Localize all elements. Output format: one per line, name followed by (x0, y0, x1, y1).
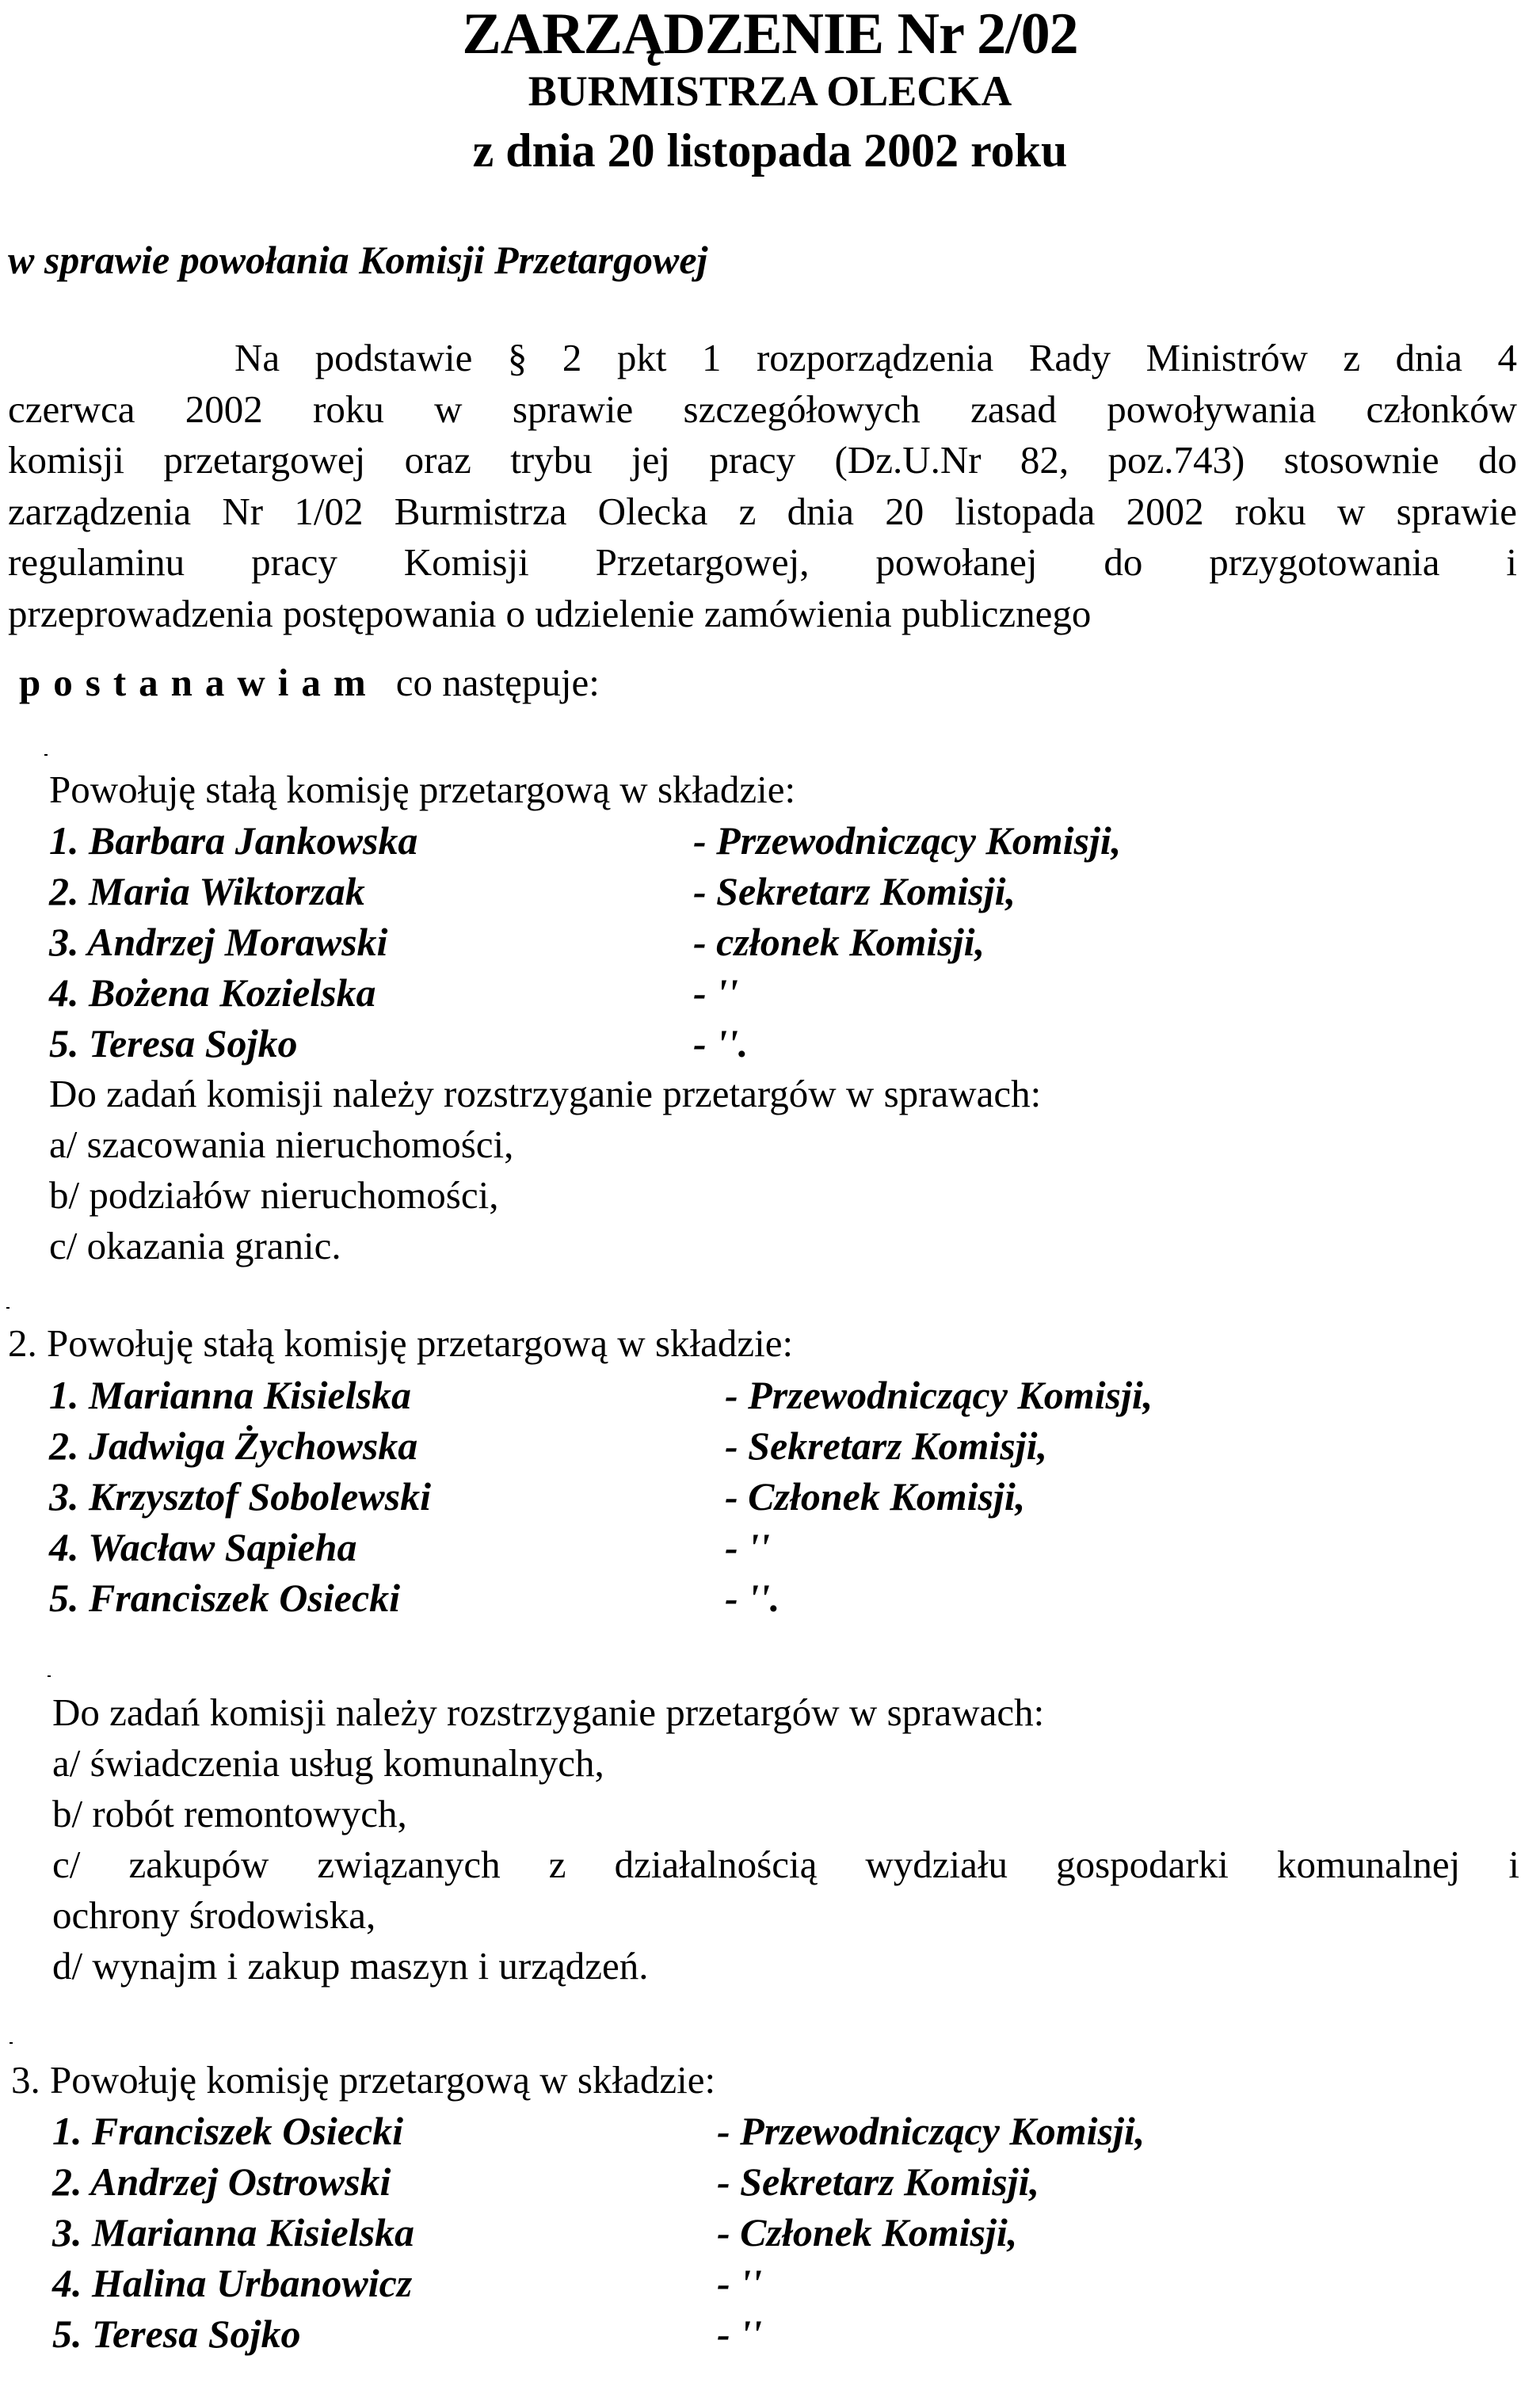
member-name: 5. Teresa Sojko (49, 1021, 298, 1065)
member-name: 4. Halina Urbanowicz (52, 2261, 413, 2305)
member-role: - członek Komisji, (693, 920, 985, 964)
preamble-line: Na podstawie § 2 pkt 1 rozporządzenia Rady Ministrów z dnia 4 (234, 336, 1517, 379)
member-role: - '' (717, 2261, 762, 2305)
member-name: 3. Andrzej Morawski (49, 920, 388, 964)
issuing-authority: BURMISTRZA OLECKA (528, 67, 1012, 115)
member-role: - Sekretarz Komisji, (725, 1424, 1047, 1468)
member-role: - ''. (693, 1021, 749, 1065)
task-item: d/ wynajm i zakup maszyn i urządzeń. (52, 1944, 649, 1988)
member-role: - Przewodniczący Komisji, (717, 2109, 1145, 2153)
preamble (8, 333, 1517, 639)
member-name: 2. Maria Wiktorzak (49, 869, 365, 913)
document-date: z dnia 20 listopada 2002 roku (472, 124, 1068, 177)
member-name: 3. Marianna Kisielska (52, 2210, 415, 2255)
member-name: 4. Bożena Kozielska (49, 970, 376, 1015)
decree-word: postanawiam (19, 661, 379, 704)
task-item: b/ podziałów nieruchomości, (49, 1173, 499, 1217)
decree-line (19, 657, 600, 708)
member-name: 5. Teresa Sojko (52, 2312, 301, 2356)
preamble-line: regulaminu pracy Komisji Przetargowej, powołanej do przygotowania i (8, 540, 1517, 584)
preamble-line: komisji przetargowej oraz trybu jej pracy (Dz.U.Nr 82, poz.743) stosownie do (8, 438, 1517, 482)
member-role: - '' (693, 970, 738, 1015)
member-name: 5. Franciszek Osiecki (49, 1576, 401, 1620)
tasks-intro: Do zadań komisji należy rozstrzyganie przetargów w sprawach: (52, 1690, 1045, 1734)
preamble-line: zarządzenia Nr 1/02 Burmistrza Olecka z dnia 20 listopada 2002 roku w sprawie (8, 489, 1517, 533)
margin-mark (6, 1307, 10, 1309)
task-item: c/ zakupów związanych z działalnością wydziału gospodarki komunalnej i (52, 1843, 1519, 1886)
member-role: - '' (725, 1525, 770, 1569)
section-2-intro: 2. Powołuję stałą komisję przetargową w składzie: (8, 1321, 794, 1365)
task-item: b/ robót remontowych, (52, 1792, 407, 1835)
task-item-continued: ochrony środowiska, (52, 1893, 376, 1937)
member-role: - Członek Komisji, (717, 2210, 1018, 2255)
member-name: 2. Andrzej Ostrowski (52, 2159, 391, 2204)
section-3-intro: 3. Powołuję komisję przetargową w składzie: (11, 2058, 716, 2102)
member-name: 1. Franciszek Osiecki (52, 2109, 404, 2153)
member-role: - Przewodniczący Komisji, (693, 818, 1122, 863)
member-name: 2. Jadwiga Żychowska (49, 1424, 418, 1468)
member-name: 4. Wacław Sapieha (49, 1525, 357, 1569)
member-role: - Przewodniczący Komisji, (725, 1373, 1153, 1417)
member-name: 1. Marianna Kisielska (49, 1373, 412, 1417)
member-role: - '' (717, 2312, 762, 2356)
member-name: 3. Krzysztof Sobolewski (49, 1474, 432, 1519)
margin-mark (44, 754, 48, 756)
margin-mark (48, 1675, 51, 1677)
member-role: - Sekretarz Komisji, (693, 869, 1016, 913)
member-name: 1. Barbara Jankowska (49, 818, 418, 863)
task-item: a/ świadczenia usług komunalnych, (52, 1741, 604, 1785)
preamble-line: przeprowadzenia postępowania o udzielenie zamówienia publicznego (8, 591, 1092, 635)
task-item: c/ okazania granic. (49, 1224, 341, 1267)
section-1-intro: Powołuję stałą komisję przetargową w składzie: (49, 768, 796, 811)
tasks-intro: Do zadań komisji należy rozstrzyganie przetargów w sprawach: (49, 1072, 1042, 1115)
document-title: ZARZĄDZENIE Nr 2/02 (462, 2, 1078, 67)
member-role: - Członek Komisji, (725, 1474, 1026, 1519)
task-item: a/ szacowania nieruchomości, (49, 1122, 514, 1166)
decree-rest: co następuje: (395, 661, 600, 704)
margin-mark (10, 2042, 13, 2044)
document-subject: w sprawie powołania Komisji Przetargowej (8, 238, 708, 282)
preamble-line: czerwca 2002 roku w sprawie szczegółowych zasad powoływania członków (8, 387, 1517, 431)
member-role: - ''. (725, 1576, 780, 1620)
task-item-wrapped (52, 1839, 1519, 1891)
member-role: - Sekretarz Komisji, (717, 2159, 1039, 2204)
